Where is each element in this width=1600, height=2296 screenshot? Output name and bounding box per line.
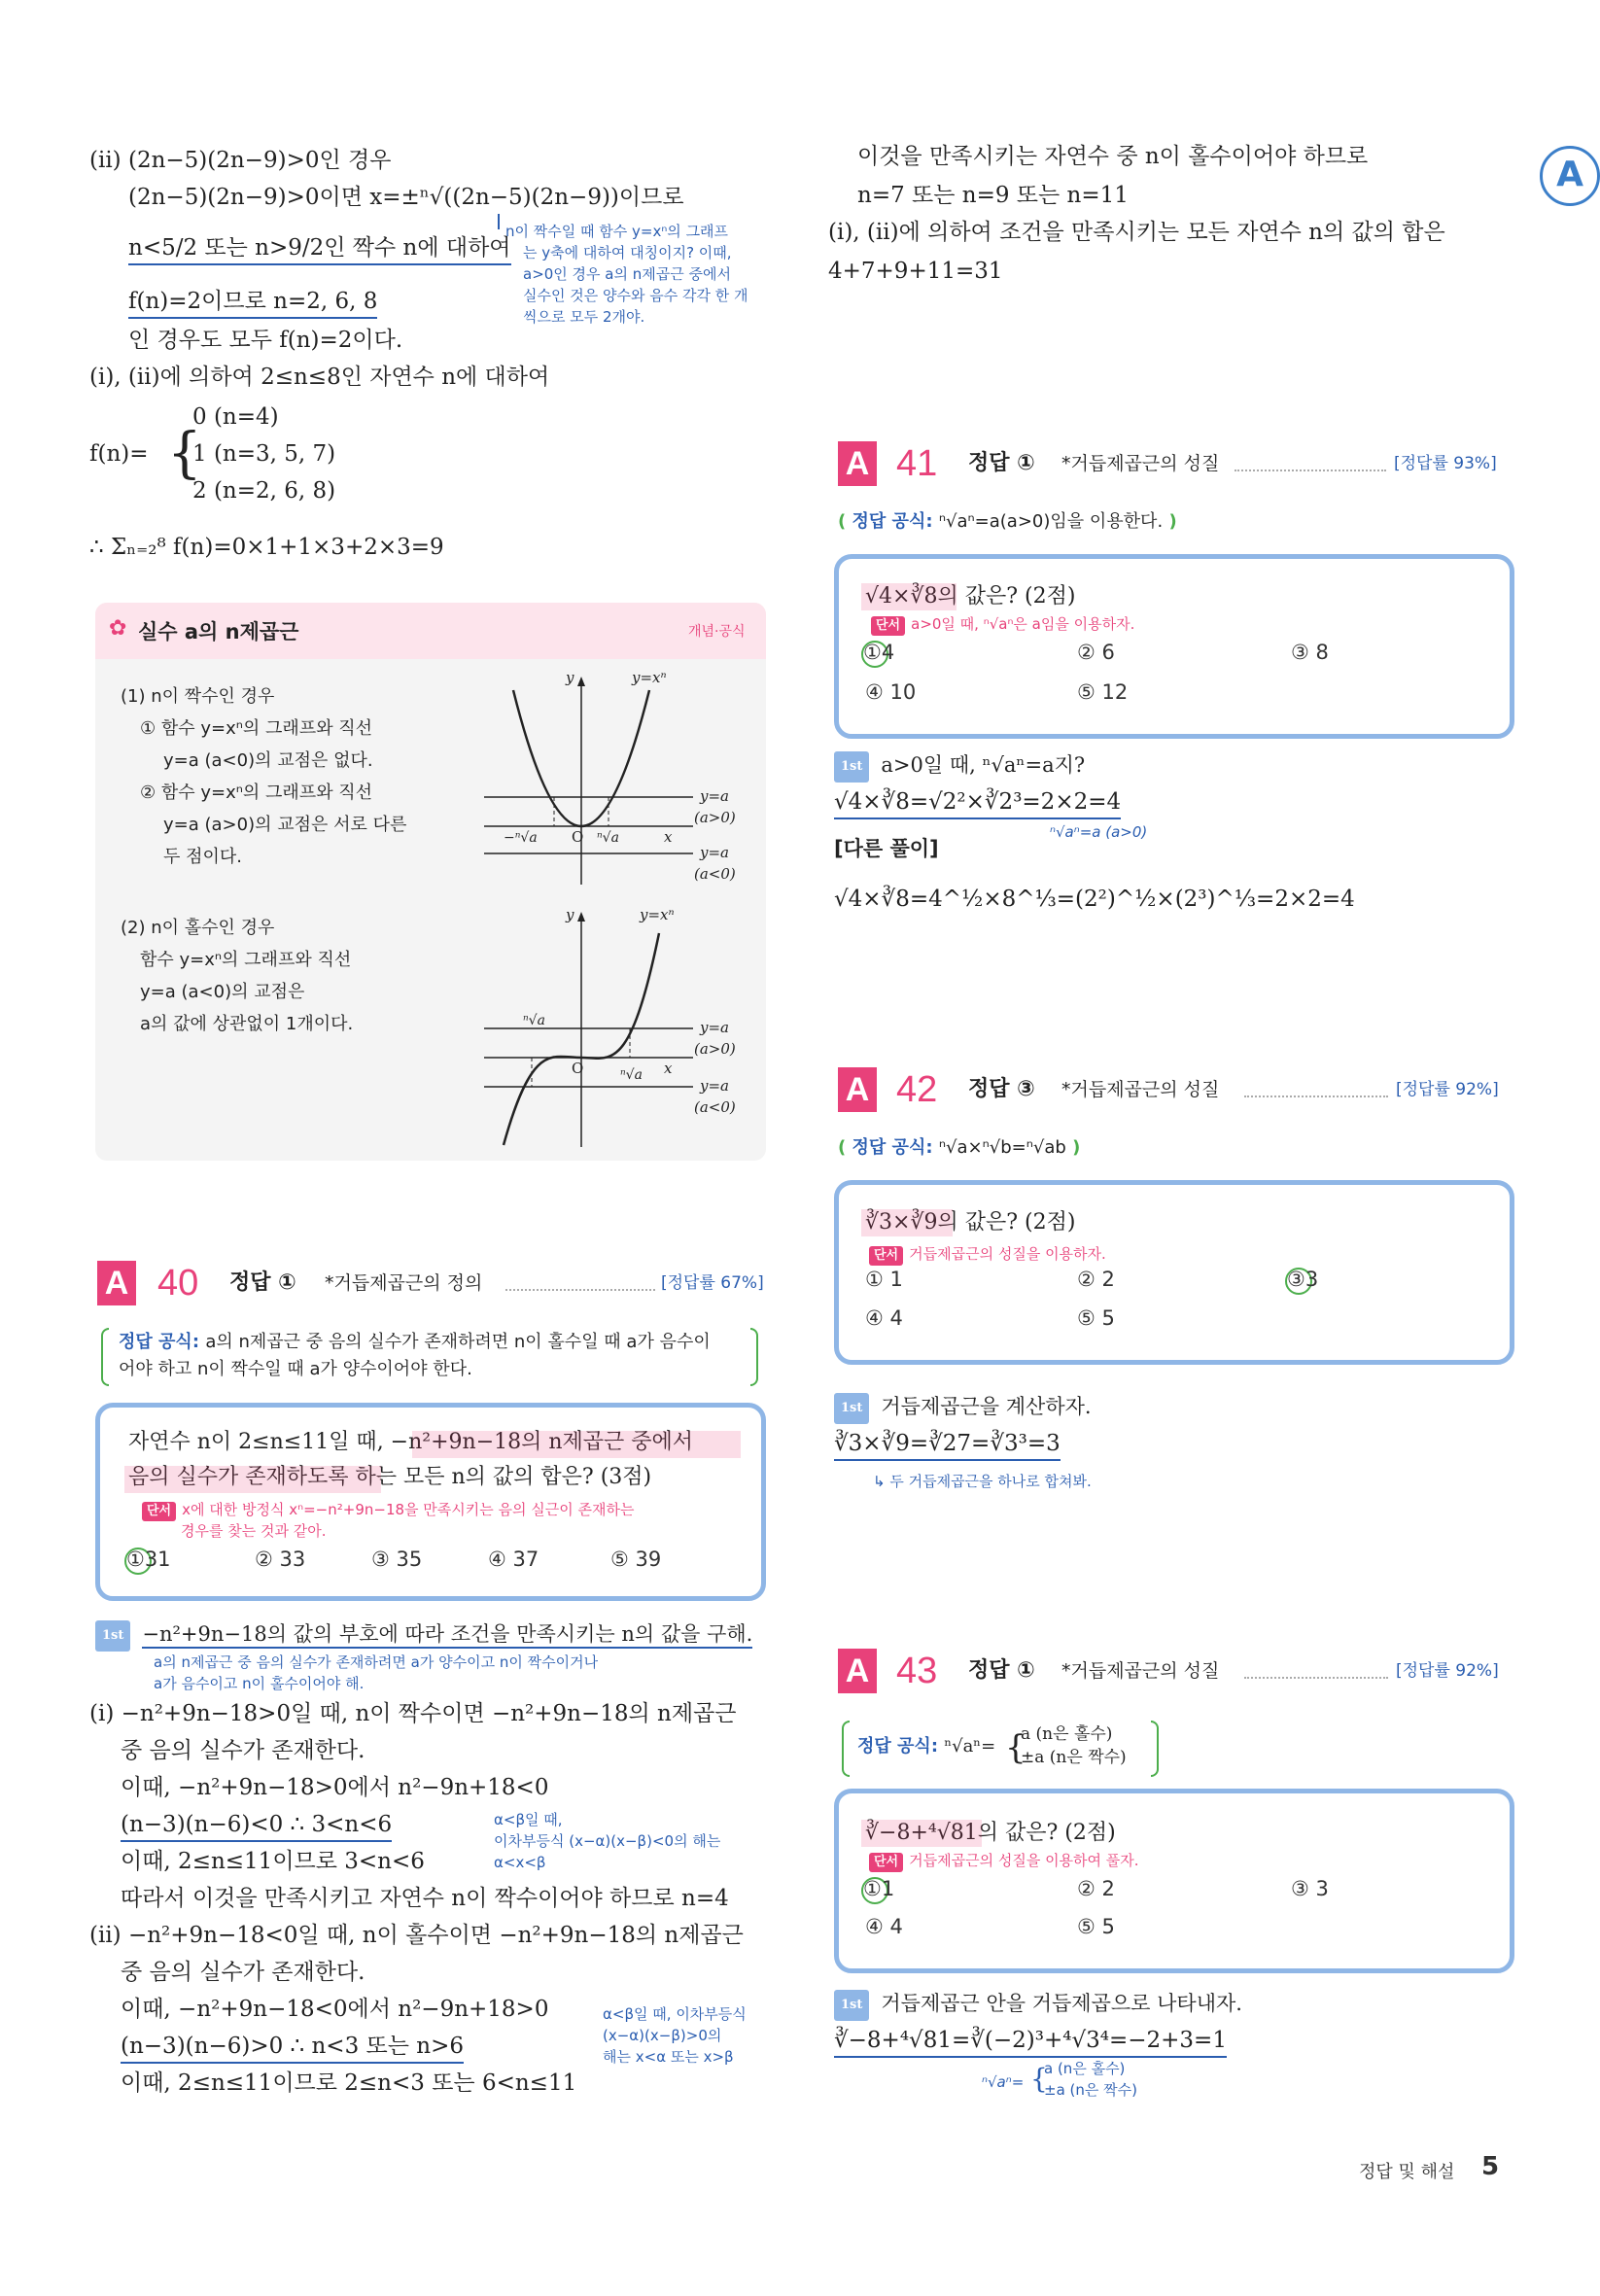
solution-41-step: 1st a>0일 때, ⁿ√aⁿ=a지? bbox=[834, 750, 1085, 783]
problem-41-number: 41 bbox=[896, 443, 938, 484]
solution-40-line: 중 음의 실수가 존재한다. bbox=[121, 1738, 365, 1763]
formula-40 bbox=[119, 1330, 711, 1355]
choice-1[interactable]: ①1 bbox=[863, 1877, 895, 1900]
note-line: 는 y축에 대하여 대칭이지? 이때, bbox=[523, 244, 732, 261]
problem-41-badge: A bbox=[838, 441, 877, 486]
note-line: 실수인 것은 양수와 음수 각각 한 개 bbox=[523, 287, 748, 304]
solution-42-line: ∛3×∛9=∛27=∛3³=3 bbox=[834, 1429, 1061, 1461]
problem-41-hint: 단서 a>0일 때, ⁿ√aⁿ은 a임을 이용하자. bbox=[871, 614, 1134, 636]
problem-41-question: √4×∛8의 값은? (2점) bbox=[865, 584, 1076, 609]
highlight bbox=[124, 1466, 381, 1493]
case-row: 2 (n=2, 6, 8) bbox=[192, 478, 336, 504]
step-tag: 1st bbox=[834, 751, 869, 783]
g2-ya1: y=a bbox=[700, 1019, 729, 1036]
choice-1[interactable]: ①4 bbox=[863, 641, 895, 664]
formula-42: ( 정답 공식: ⁿ√a×ⁿ√b=ⁿ√ab ) bbox=[838, 1137, 1081, 1158]
solution-40-line: 이때, −n²+9n−18<0에서 n²−9n+18>0 bbox=[121, 1997, 549, 2022]
highlight bbox=[861, 1209, 953, 1236]
problem-41-box bbox=[834, 554, 1514, 739]
case-ii-condition: n<5/2 또는 n>9/2인 짝수 n에 대하여 bbox=[128, 233, 511, 265]
formula-43-case: ±a (n은 짝수) bbox=[1021, 1748, 1127, 1767]
note-arrow bbox=[498, 214, 500, 229]
problem-42-badge: A bbox=[838, 1067, 877, 1112]
step-tag: 1st bbox=[834, 1990, 869, 2021]
hint-tag: 단서 bbox=[869, 1853, 903, 1872]
problem-40-question: 자연수 n이 2≤n≤11일 때, −n²+9n−18의 n제곱근 중에서 bbox=[128, 1430, 694, 1454]
solution-43-note: a (n은 홀수) bbox=[1044, 2060, 1126, 2077]
solution-40-line: 이때, 2≤n≤11이므로 3<n<6 bbox=[121, 1849, 425, 1874]
brace: { bbox=[1005, 1728, 1026, 1767]
combine-line: (ⅰ), (ⅱ)에 의하여 2≤n≤8인 자연수 n에 대하여 bbox=[89, 365, 550, 390]
formula-text: 어야 하고 n이 짝수일 때 a가 양수이어야 한다. bbox=[119, 1359, 472, 1379]
problem-40-hint-cont: 경우를 찾는 것과 같아. bbox=[181, 1522, 327, 1540]
step-tag: 1st bbox=[95, 1620, 130, 1652]
section-tab[interactable]: A bbox=[1540, 146, 1600, 206]
choice-2[interactable]: ② 2 bbox=[1077, 1268, 1115, 1291]
dotted-leader bbox=[505, 1289, 655, 1291]
choice-1[interactable]: ①31 bbox=[126, 1548, 171, 1571]
continued-line: 이것을 만족시키는 자연수 중 n이 홀수이어야 하므로 bbox=[857, 144, 1369, 169]
solution-40-line: (ⅰ) −n²+9n−18>0일 때, n이 짝수이면 −n²+9n−18의 n제곱근 bbox=[89, 1701, 737, 1726]
g1-ya2: y=a bbox=[700, 844, 729, 861]
problem-42-hint: 단서 거듭제곱근의 성질을 이용하자. bbox=[869, 1244, 1106, 1266]
problem-43-answer: 정답 ① bbox=[968, 1658, 1035, 1683]
bracket-right bbox=[750, 1328, 758, 1386]
page-number: 5 bbox=[1481, 2152, 1500, 2181]
bracket-left bbox=[101, 1328, 109, 1386]
problem-42-answer: 정답 ③ bbox=[968, 1077, 1035, 1101]
problem-43-hint: 단서 거듭제곱근의 성질을 이용하여 풀자. bbox=[869, 1851, 1139, 1872]
alt-solution-label: [다른 풀이] bbox=[834, 837, 939, 860]
solution-40-line: (n−3)(n−6)>0 ∴ n<3 또는 n>6 bbox=[121, 2032, 464, 2064]
solution-43-note: ⁿ√aⁿ= bbox=[982, 2073, 1025, 2091]
formula-43: 정답 공식: ⁿ√aⁿ= bbox=[857, 1736, 996, 1757]
solution-40-note: 해는 x<α 또는 x>β bbox=[603, 2048, 734, 2066]
solution-41-line: √4×∛8=4^½×8^⅓=(2²)^½×(2³)^⅓=2×2=4 bbox=[834, 887, 1355, 912]
note-line: 씩으로 모두 2개야. bbox=[523, 308, 645, 326]
problem-42-question: ∛3×∛9의 값은? (2점) bbox=[865, 1210, 1076, 1235]
g2-ylabel: y bbox=[566, 906, 574, 923]
solution-40-line: (n−3)(n−6)<0 ∴ 3<n<6 bbox=[121, 1810, 392, 1842]
formula-label: 정답 공식: bbox=[119, 1332, 200, 1352]
solution-40-note: a가 음수이고 n이 홀수이어야 해. bbox=[154, 1675, 365, 1692]
problem-40-topic: *거듭제곱근의 정의 bbox=[325, 1272, 483, 1294]
dotted-leader bbox=[1244, 1096, 1388, 1097]
case-row: 0 (n=4) bbox=[192, 404, 279, 430]
problem-42-rate: [정답률 92%] bbox=[1396, 1080, 1499, 1099]
g1-ya2-cond: (a<0) bbox=[694, 865, 736, 883]
choice-3[interactable]: ③ 8 bbox=[1291, 641, 1329, 664]
problem-40-question: 음의 실수가 존재하도록 하는 모든 n의 값의 합은? (3점) bbox=[128, 1465, 652, 1489]
problem-40-rate: [정답률 67%] bbox=[661, 1273, 764, 1293]
problem-42-number: 42 bbox=[896, 1069, 938, 1110]
problem-43-question: ∛−8+⁴√81의 값은? (2점) bbox=[865, 1821, 1116, 1845]
formula-text: a의 n제곱근 중 음의 실수가 존재하려면 n이 홀수일 때 a가 음수이 bbox=[205, 1332, 711, 1352]
problem-43-rate: [정답률 92%] bbox=[1396, 1661, 1499, 1681]
formula-40-cont bbox=[119, 1357, 472, 1382]
continued-line: 4+7+9+11=31 bbox=[828, 259, 1003, 284]
arrow-icon: ↳ bbox=[873, 1473, 890, 1490]
g2-xlabel: x bbox=[664, 1060, 673, 1077]
g2-ya2: y=a bbox=[700, 1077, 729, 1095]
concept-box bbox=[95, 603, 766, 1161]
problem-43-badge: A bbox=[838, 1649, 877, 1693]
continued-line: n=7 또는 n=9 또는 n=11 bbox=[857, 183, 1129, 208]
hint-tag: 단서 bbox=[142, 1502, 176, 1521]
flower-icon: ✿ bbox=[109, 616, 127, 641]
choice-3[interactable]: ③ 3 bbox=[1291, 1877, 1329, 1900]
case-ii-fvalue: f(n)=2이므로 n=2, 6, 8 bbox=[128, 287, 377, 319]
problem-40-answer: 정답 ① bbox=[229, 1270, 296, 1295]
g2-root-left: ⁿ√a bbox=[523, 1013, 545, 1028]
dotted-leader bbox=[1235, 470, 1386, 471]
footer-label: 정답 및 해설 bbox=[1359, 2162, 1455, 2182]
problem-41-rate: [정답률 93%] bbox=[1394, 454, 1497, 473]
solution-40-line: 이때, 2≤n≤11이므로 2≤n<3 또는 6<n≤11 bbox=[121, 2070, 577, 2096]
concept-part2: (2) n이 홀수인 경우 함수 y=xⁿ의 그래프와 직선 y=a (a<0)의 교점은 a의 값에 상관없이 1개이다. bbox=[121, 918, 354, 1034]
concept-tag: 개념·공식 bbox=[688, 624, 746, 640]
highlight bbox=[412, 1431, 741, 1458]
formula-43-case: a (n은 홀수) bbox=[1021, 1724, 1113, 1744]
choice-5[interactable]: ⑤ 5 bbox=[1077, 1915, 1115, 1938]
case-row: 1 (n=3, 5, 7) bbox=[192, 441, 336, 467]
note-line: a>0인 경우 a의 n제곱근 중에서 bbox=[523, 265, 731, 283]
bracket-left bbox=[842, 1721, 850, 1777]
solution-42-note: ↳ 두 거듭제곱근을 하나로 합쳐봐. bbox=[873, 1473, 1092, 1490]
bracket-right bbox=[1151, 1721, 1159, 1777]
g1-fx: y=xⁿ bbox=[632, 669, 667, 686]
g2-origin: O bbox=[572, 1060, 584, 1077]
g2-fx: y=xⁿ bbox=[640, 906, 675, 923]
solution-40-note: 이차부등식 (x−α)(x−β)<0의 해는 bbox=[494, 1832, 721, 1850]
dotted-leader bbox=[1244, 1677, 1388, 1679]
problem-42-box bbox=[834, 1180, 1514, 1365]
g1-xlabel: x bbox=[664, 828, 673, 846]
choice-3[interactable]: ③ 35 bbox=[371, 1548, 423, 1571]
problem-42-topic: *거듭제곱근의 성질 bbox=[1061, 1079, 1220, 1100]
choice-2[interactable]: ② 2 bbox=[1077, 1877, 1115, 1900]
solution-40-note: a의 n제곱근 중 음의 실수가 존재하려면 a가 양수이고 n이 짝수이거나 bbox=[154, 1653, 599, 1671]
g1-ylabel: y bbox=[566, 669, 574, 686]
solution-42-step: 1st 거듭제곱근을 계산하자. bbox=[834, 1392, 1092, 1424]
solution-40-line: 따라서 이것을 만족시키고 자연수 n이 짝수이어야 하므로 n=4 bbox=[121, 1886, 729, 1911]
solution-43-step: 1st 거듭제곱근 안을 거듭제곱으로 나타내자. bbox=[834, 1989, 1242, 2021]
brace: { bbox=[167, 422, 202, 485]
choice-3[interactable]: ③3 bbox=[1287, 1268, 1319, 1291]
solution-40-note: α<β일 때, bbox=[494, 1811, 563, 1828]
problem-41-answer: 정답 ① bbox=[968, 451, 1035, 475]
problem-43-number: 43 bbox=[896, 1651, 938, 1691]
g2-root: ⁿ√a bbox=[620, 1067, 643, 1083]
concept-title: 실수 a의 n제곱근 bbox=[138, 620, 299, 644]
solution-40-step: 1st −n²+9n−18의 값의 부호에 따라 조건을 만족시키는 n의 값을 구해. bbox=[95, 1619, 752, 1652]
choice-2[interactable]: ② 33 bbox=[255, 1548, 306, 1571]
choice-2[interactable]: ② 6 bbox=[1077, 641, 1115, 664]
choice-5[interactable]: ⑤ 39 bbox=[610, 1548, 662, 1571]
sum-line: ∴ Σₙ₌₂⁸ f(n)=0×1+1×3+2×3=9 bbox=[89, 535, 444, 560]
problem-43-topic: *거듭제곱근의 성질 bbox=[1061, 1660, 1220, 1682]
case-ii-conclusion: 인 경우도 모두 f(n)=2이다. bbox=[128, 328, 403, 353]
choice-4[interactable]: ④ 10 bbox=[865, 680, 917, 704]
brace: { bbox=[1030, 2063, 1048, 2095]
solution-40-line: (ⅱ) −n²+9n−18<0일 때, n이 홀수이면 −n²+9n−18의 n제곱근 bbox=[89, 1923, 744, 1948]
highlight bbox=[861, 1820, 982, 1847]
concept-part1: (1) n이 짝수인 경우 ① 함수 y=xⁿ의 그래프와 직선 y=a (a<0)의 교점은 없다. ② 함수 y=xⁿ의 그래프와 직선 y=a (a>0)의 교점은 서로 다른 두 점이다. bbox=[121, 686, 407, 867]
solution-43-line: ∛−8+⁴√81=∛(−2)³+⁴√3⁴=−2+3=1 bbox=[834, 2026, 1227, 2058]
problem-40-badge: A bbox=[97, 1261, 136, 1305]
problem-40-hint: 단서 x에 대한 방정식 xⁿ=−n²+9n−18을 만족시키는 음의 실근이 존재하는 bbox=[142, 1500, 634, 1521]
problem-41-topic: *거듭제곱근의 성질 bbox=[1061, 453, 1220, 474]
choice-5[interactable]: ⑤ 5 bbox=[1077, 1306, 1115, 1330]
case-ii-line: (2n−5)(2n−9)>0이면 x=±ⁿ√((2n−5)(2n−9))이므로 bbox=[128, 185, 684, 210]
g1-pos-root: ⁿ√a bbox=[597, 830, 619, 846]
choice-5[interactable]: ⑤ 12 bbox=[1077, 680, 1129, 704]
hint-tag: 단서 bbox=[871, 616, 905, 636]
solution-40-line: 중 음의 실수가 존재한다. bbox=[121, 1960, 365, 1985]
highlight bbox=[861, 583, 957, 610]
solution-43-note: ±a (n은 짝수) bbox=[1044, 2081, 1137, 2099]
choice-4[interactable]: ④ 4 bbox=[865, 1915, 903, 1938]
hint-tag: 단서 bbox=[869, 1246, 903, 1266]
choice-1[interactable]: ① 1 bbox=[865, 1268, 903, 1291]
continued-line: (ⅰ), (ⅱ)에 의하여 조건을 만족시키는 모든 자연수 n의 값의 합은 bbox=[828, 220, 1445, 245]
solution-41-line: √4×∛8=√2²×∛2³=2×2=4 bbox=[834, 787, 1121, 819]
note-line: n이 짝수일 때 함수 y=xⁿ의 그래프 bbox=[505, 223, 729, 240]
choice-4[interactable]: ④ 4 bbox=[865, 1306, 903, 1330]
f-label: f(n)= bbox=[89, 441, 149, 467]
choice-4[interactable]: ④ 37 bbox=[488, 1548, 539, 1571]
solution-40-note: (x−α)(x−β)>0의 bbox=[603, 2027, 722, 2044]
solution-40-note: α<β일 때, 이차부등식 bbox=[603, 2005, 747, 2023]
formula-41: ( 정답 공식: ⁿ√aⁿ=a(a>0)임을 이용한다. ) bbox=[838, 511, 1177, 532]
problem-40-number: 40 bbox=[157, 1263, 199, 1304]
solution-41-note: ⁿ√aⁿ=a (a>0) bbox=[1050, 823, 1148, 841]
solution-40-note: α<x<β bbox=[494, 1854, 546, 1871]
g2-ya2-cond: (a<0) bbox=[694, 1098, 736, 1116]
g1-neg-root: −ⁿ√a bbox=[504, 830, 538, 846]
g2-ya1-cond: (a>0) bbox=[694, 1040, 736, 1058]
g1-origin: O bbox=[572, 828, 584, 846]
problem-43-box bbox=[834, 1789, 1514, 1973]
case-ii-heading: (ⅱ) (2n−5)(2n−9)>0인 경우 bbox=[89, 148, 392, 173]
g1-ya1: y=a bbox=[700, 787, 729, 805]
step-tag: 1st bbox=[834, 1393, 869, 1424]
solution-40-line: 이때, −n²+9n−18>0에서 n²−9n+18<0 bbox=[121, 1775, 549, 1800]
g1-ya1-cond: (a>0) bbox=[694, 809, 736, 826]
